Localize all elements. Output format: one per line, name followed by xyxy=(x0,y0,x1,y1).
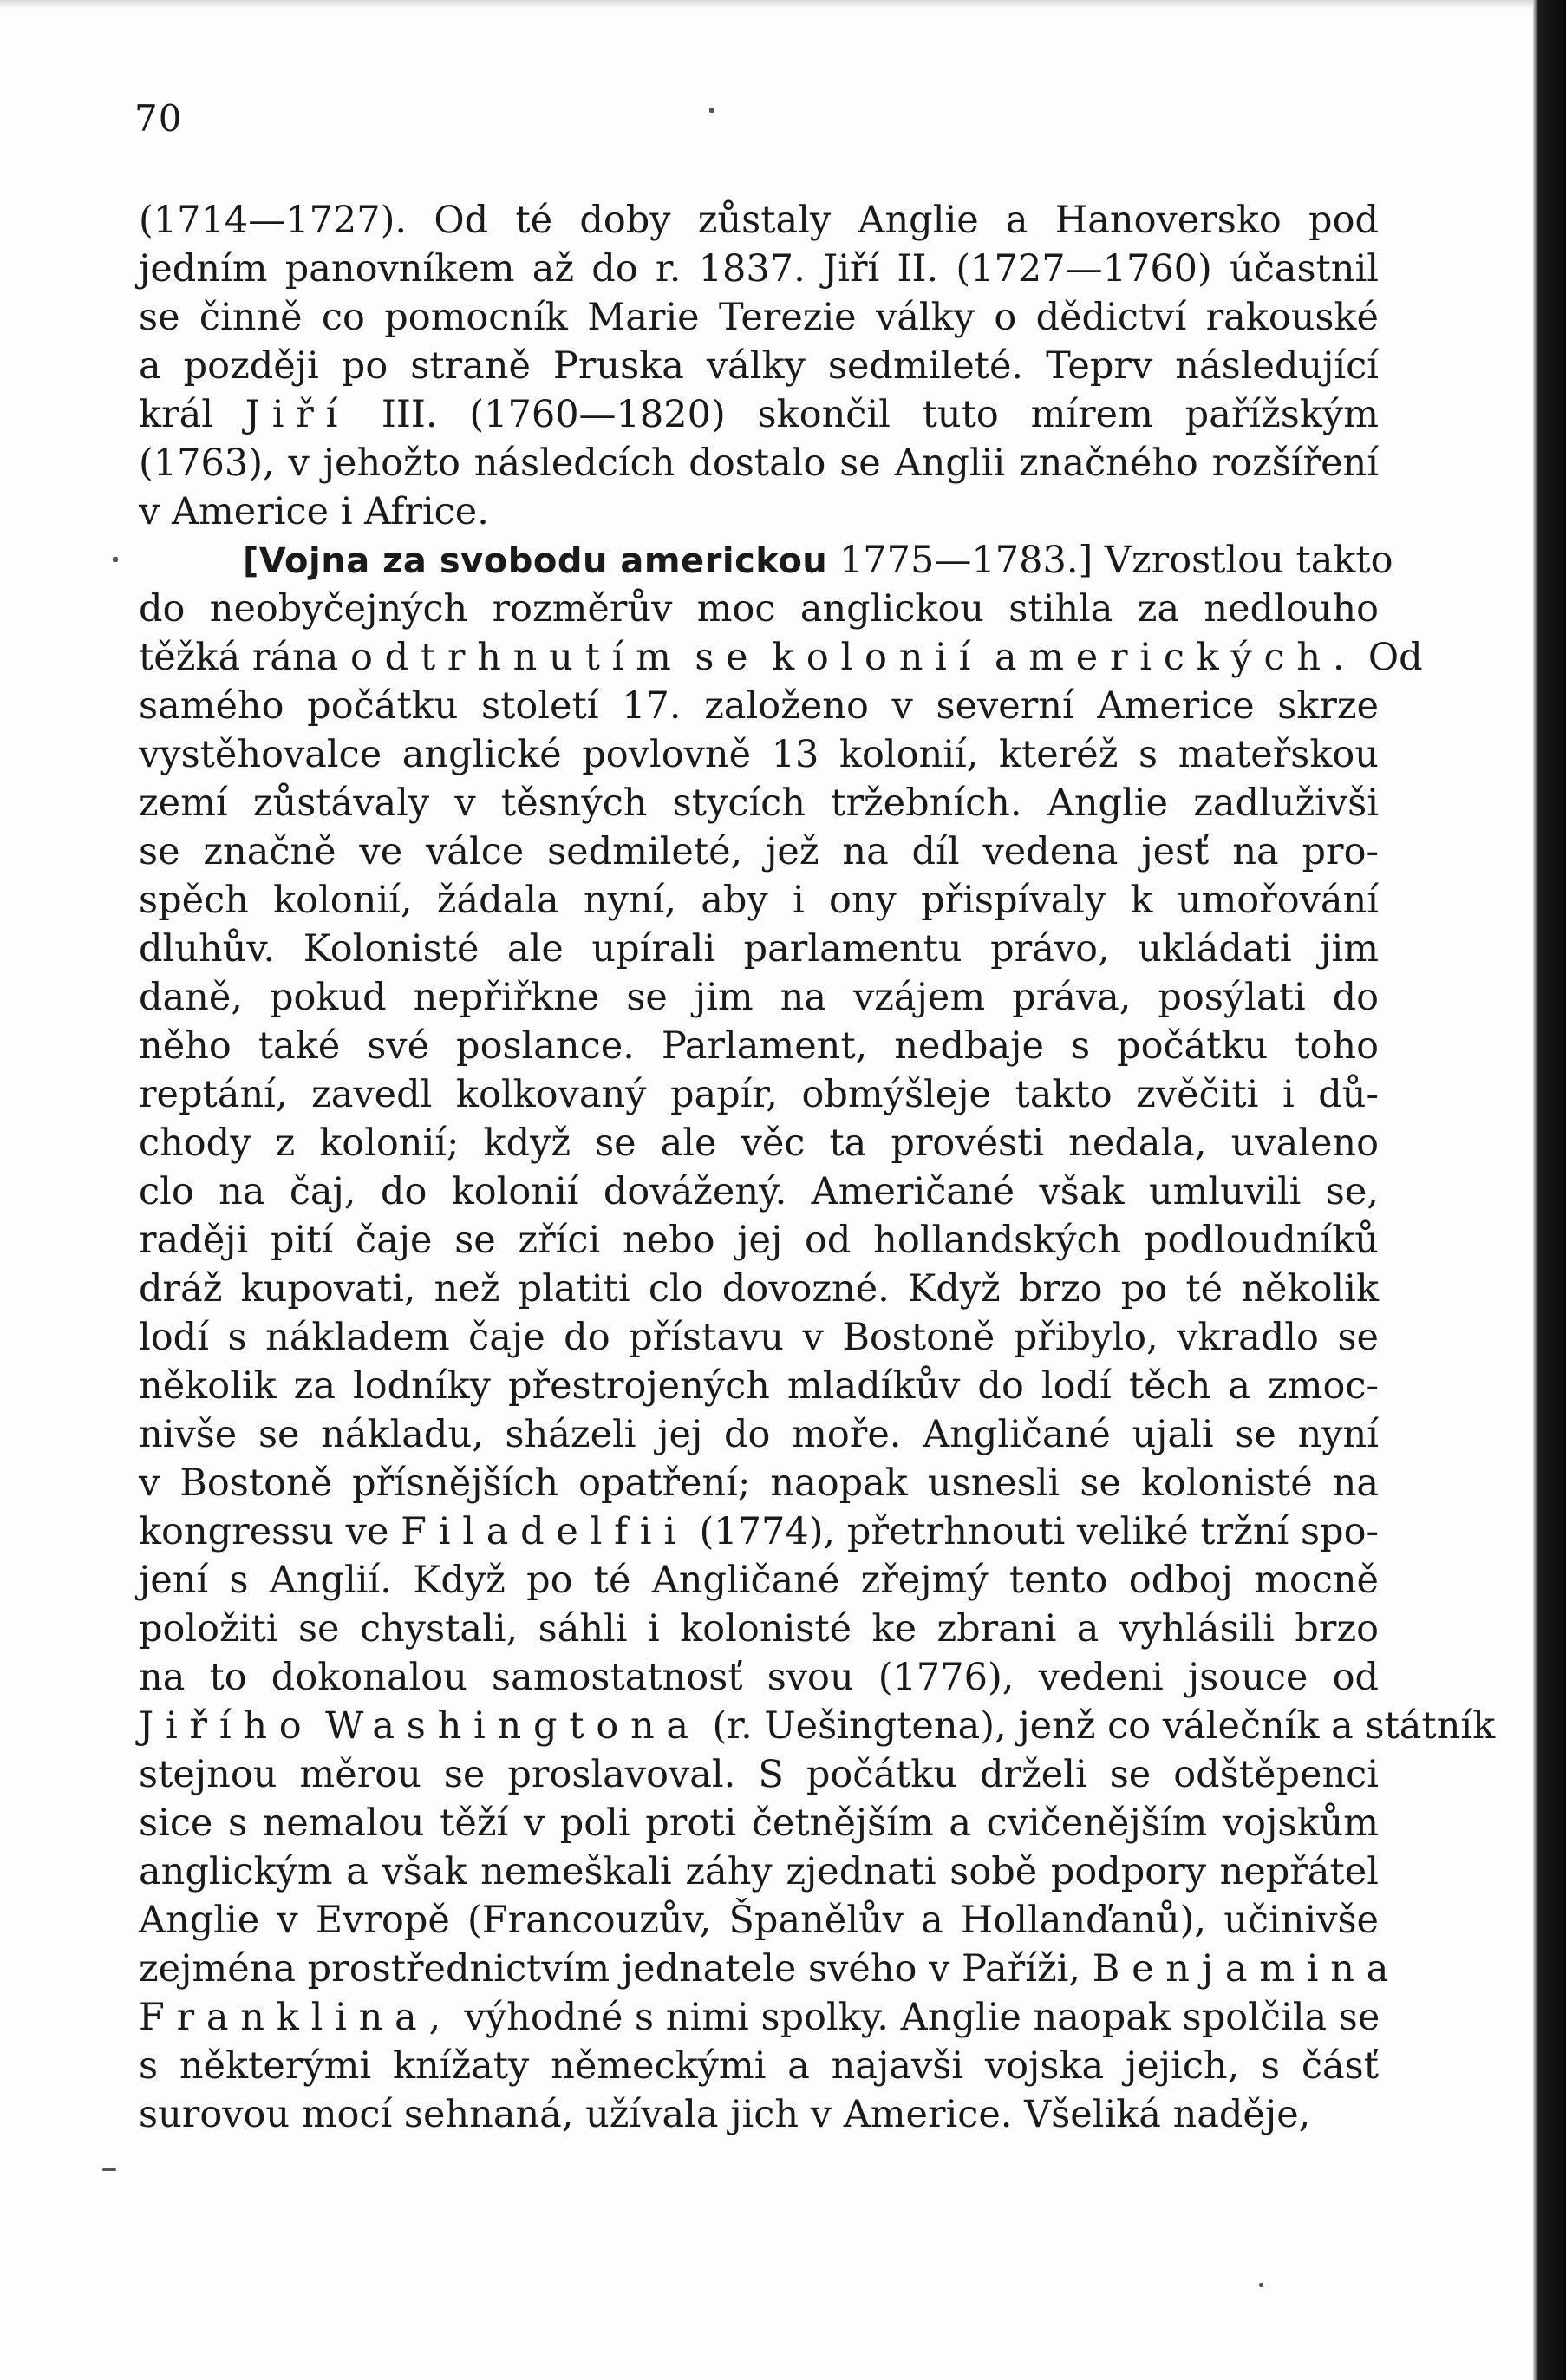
spaced-emphasis: Jiřího xyxy=(139,1704,314,1748)
section-heading: [Vojna za svobodu americkou xyxy=(243,541,828,581)
text-run xyxy=(313,1704,325,1748)
text-run: výhodné s nimi spolky. Anglie naopak spolčila se xyxy=(452,1996,1380,2039)
text-line xyxy=(139,1847,1379,1896)
print-speck xyxy=(1259,2283,1263,2287)
text-run: se značně ve válce sedmileté, jež na díl vedena jesť na pro- xyxy=(139,830,1379,873)
print-speck xyxy=(113,557,118,562)
text-run: král xyxy=(139,393,245,436)
text-run: s některými knížaty německými a najavši vojska jejich, s čásť xyxy=(139,2044,1379,2088)
text-run: se činně co pomocník Marie Terezie války o dědictví rakouské xyxy=(139,296,1379,339)
spaced-emphasis: se xyxy=(695,636,760,679)
text-run: III. (1760—1820) skončil tuto mírem pařížským xyxy=(349,393,1379,436)
text-run xyxy=(982,636,995,679)
text-line xyxy=(139,390,1379,439)
text-line xyxy=(139,293,1379,342)
text-line xyxy=(139,1022,1379,1070)
text-line xyxy=(139,245,1379,293)
text-line xyxy=(139,827,1379,876)
text-line xyxy=(139,973,1379,1022)
text-run: (1774), přetrhnouti veliké tržní spo- xyxy=(687,1510,1379,1553)
page-number: 70 xyxy=(134,97,183,140)
scan-right-edge xyxy=(1533,0,1566,2380)
text-run: (1714—1727). Od té doby zůstaly Anglie a Hanoversko pod xyxy=(139,199,1379,242)
text-line xyxy=(139,730,1379,779)
text-line xyxy=(139,925,1379,973)
text-run: Anglie v Evropě (Francouzův, Španělův a Hollanďanů), učinivše xyxy=(139,1899,1379,1942)
text-line xyxy=(139,1993,1379,2042)
text-line xyxy=(139,1945,1401,1993)
text-line xyxy=(139,439,1379,487)
text-line xyxy=(139,1799,1379,1847)
text-line xyxy=(139,1362,1379,1410)
text-line xyxy=(139,779,1379,827)
text-run: anglickým a však nemeškali záhy zjednati sobě podpory nepřátel xyxy=(139,1850,1379,1893)
text-line xyxy=(139,1070,1379,1119)
text-run: Od xyxy=(1356,636,1423,679)
scan-top-edge xyxy=(0,0,1533,9)
text-run: zejména prostřednictvím jednatele svého v Paříži, xyxy=(139,1947,1093,1991)
text-line xyxy=(139,487,1379,536)
text-run: dluhův. Kolonisté ale upírali parlamentu právo, ukládati jim xyxy=(139,927,1379,971)
text-run: samého počátku století 17. založeno v severní Americe skrze xyxy=(139,684,1379,728)
text-run: lodí s nákladem čaje do přístavu v Bostoně přibylo, vkradlo se xyxy=(139,1316,1379,1359)
text-line xyxy=(139,1896,1379,1945)
text-run: (1763), v jehožto následcích dostalo se Anglii značného rozšíření xyxy=(139,441,1379,485)
text-line xyxy=(139,1459,1379,1507)
text-line xyxy=(139,585,1379,633)
text-run: chody z kolonií; když se ale věc ta provésti nedala, uvaleno xyxy=(139,1121,1379,1165)
spaced-emphasis: kolonií xyxy=(772,636,983,679)
spaced-emphasis: odtrhnutím xyxy=(349,636,683,679)
text-line xyxy=(139,1605,1379,1653)
text-line xyxy=(139,2042,1379,2090)
text-run: 1775—1783.] Vzrostlou takto xyxy=(827,539,1393,582)
text-line xyxy=(139,2090,1379,2139)
text-run: reptání, zavedl kolkovaný papír, obmýšleje takto zvěčiti i dů- xyxy=(139,1073,1379,1116)
text-run: nivše se nákladu, sházeli jej do moře. Angličané ujali se nyní xyxy=(139,1413,1379,1456)
text-line xyxy=(139,876,1379,925)
text-run: několik za lodníky přestrojených mladíkův do lodí těch a zmoc- xyxy=(139,1364,1379,1408)
text-run: surovou mocí sehnaná, užívala jich v Americe. Všeliká naděje, xyxy=(139,2093,1311,2136)
text-run: kongressu ve xyxy=(139,1510,401,1553)
text-run: sice s nemalou těží v poli proti četnějším a cvičenějším vojskům xyxy=(139,1801,1379,1845)
text-run: na to dokonalou samostatnosť svou (1776), vedeni jsouce od xyxy=(139,1656,1379,1699)
text-line xyxy=(139,1750,1379,1799)
spaced-emphasis: Benjamina xyxy=(1092,1947,1401,1991)
spaced-emphasis: Washingtona xyxy=(325,1704,701,1748)
print-speck xyxy=(709,108,714,113)
text-line xyxy=(139,1119,1379,1167)
text-run: v Bostoně přísnějších opatření; naopak usnesli se kolonisté na xyxy=(139,1461,1379,1505)
spaced-emphasis: amerických. xyxy=(994,636,1357,679)
text-run: položiti se chystali, sáhli i kolonisté ke zbrani a vyhlásili brzo xyxy=(139,1607,1379,1651)
text-line xyxy=(139,1410,1379,1459)
text-run: něho také své poslance. Parlament, nedbaje s počátku toho xyxy=(139,1024,1379,1068)
body-text xyxy=(139,196,1496,2139)
text-line xyxy=(139,1556,1379,1605)
text-line xyxy=(139,536,1393,585)
text-run xyxy=(683,636,695,679)
text-run: těžká rána xyxy=(139,636,350,679)
text-run: vystěhovalce anglické povlovně 13 kolonií, kteréž s mateřskou xyxy=(139,733,1379,776)
text-line xyxy=(139,1653,1379,1702)
text-line xyxy=(139,682,1379,730)
text-run: zemí zůstávaly v těsných stycích tržebních. Anglie zadluživši xyxy=(139,781,1379,825)
text-run: dráž kupovati, než platiti clo dovozné. Když brzo po té několik xyxy=(139,1267,1379,1311)
text-run: clo na čaj, do kolonií dovážený. Američané však umluvili se, xyxy=(139,1170,1379,1213)
text-line xyxy=(139,633,1423,682)
text-line xyxy=(139,1265,1379,1313)
text-line xyxy=(139,1313,1379,1362)
text-run: daně, pokud nepřiřkne se jim na vzájem práva, posýlati do xyxy=(139,976,1379,1019)
text-run: spěch kolonií, žádala nyní, aby i ony přispívaly k umořování xyxy=(139,879,1379,922)
spaced-emphasis: Filadelfii xyxy=(401,1510,688,1553)
text-line xyxy=(139,1167,1379,1216)
text-run: do neobyčejných rozměrův moc anglickou stihla za nedlouho xyxy=(139,587,1379,631)
text-run: jení s Anglií. Když po té Angličané zřejmý tento odboj mocně xyxy=(139,1559,1379,1602)
spaced-emphasis: Franklina, xyxy=(139,1996,453,2039)
text-run: jedním panovníkem až do r. 1837. Jiří II. (1727—1760) účastnil xyxy=(139,247,1379,291)
text-line xyxy=(139,1702,1496,1750)
text-line xyxy=(139,1216,1379,1265)
text-run: v Americe i Africe. xyxy=(139,490,489,533)
text-run: stejnou měrou se proslavoval. S počátku drželi se odštěpenci xyxy=(139,1753,1379,1796)
spaced-emphasis: Jiří xyxy=(245,393,350,436)
print-speck xyxy=(102,2168,116,2171)
text-line xyxy=(139,196,1379,245)
text-run: raději pití čaje se zříci nebo jej od hollandských podloudníků xyxy=(139,1219,1379,1262)
text-run: a později po straně Pruska války sedmileté. Teprv následující xyxy=(139,344,1379,388)
text-line xyxy=(139,342,1379,390)
text-line xyxy=(139,1507,1379,1556)
text-run: (r. Uešingtena), jenž co válečník a státník xyxy=(700,1704,1496,1748)
text-run xyxy=(760,636,772,679)
